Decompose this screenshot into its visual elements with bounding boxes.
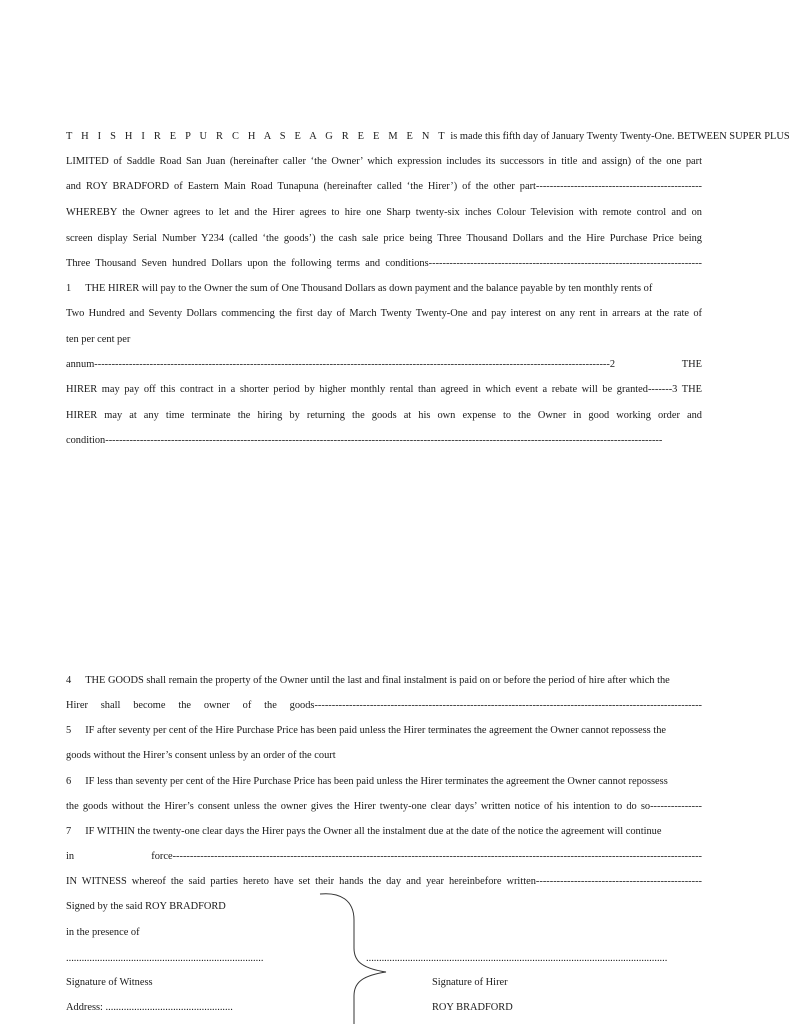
witness-signature-label: Signature of Witness [66, 977, 153, 988]
clause-4-line-2: Hirer shall become the owner of the goods---------------------------------------------------------------------------------------------------------------- [66, 700, 702, 711]
clause-number: 1 [66, 283, 72, 294]
clause-7-line-2: in force--------------------------------------------------------------------------------------------------------------------------------------------------------- [66, 851, 702, 862]
clause-1-line-4: annum-----------------------------------------------------------------------------------------------------------------------------------------------------2 THE [66, 359, 702, 370]
clause-3-line-3: condition----------------------------------------------------------------------------------------------------------------------------------------------------------------- [66, 435, 663, 446]
intro-line-6: Three Thousand Seven hundred Dollars upon the following terms and conditions------------------------------------------------------------------------------- [66, 258, 702, 269]
presence-text: in the presence of [66, 927, 140, 938]
clause-4-line-1: 4 THE GOODS shall remain the property of the Owner until the last and final instalment is paid on or before the period of hire after which the [66, 675, 670, 686]
clause-1-line-3: ten per cent per [66, 334, 131, 345]
clause-6-line-1: 6 IF less than seventy per cent of the Hire Purchase Price has been paid unless the Hirer terminates the agreement the Owner cannot repossess [66, 776, 668, 787]
witness-signature-line: ............................................................................ [66, 953, 264, 964]
intro-line-1: T H I S H I R E P U R C H A S E A G R E E M E N T is made this fifth day of January Twenty Twenty-One. BETWEEN SUPER PLUS [66, 131, 790, 142]
clause-2-start: THE [681, 359, 702, 370]
clause-5-line-1: 5 IF after seventy per cent of the Hire Purchase Price has been paid unless the Hirer terminates the agreement the Owner cannot repossess the [66, 725, 666, 736]
hirer-signature-line: .................................................................................................................... [366, 953, 668, 964]
clause-6-line-2: the goods without the Hirer’s consent unless the owner gives the Hirer twenty-one clear days’ written notice of his intention to do so--------------- [66, 801, 702, 812]
clause-number: 7 [66, 826, 72, 837]
intro-line-4: WHEREBY the Owner agrees to let and the Hirer agrees to hire one Sharp twenty-six inches Colour Television with remote control and on [66, 207, 702, 218]
witness-address-field: Address: ................................................. [66, 1002, 233, 1013]
signed-by-text: Signed by the said ROY BRADFORD [66, 901, 226, 912]
clause-number: 6 [66, 776, 72, 787]
hirer-name: ROY BRADFORD [432, 1002, 513, 1013]
agreement-title-phrase: T H I S H I R E P U R C H A S E A G R E E M E N T [66, 131, 448, 142]
clause-number: 5 [66, 725, 72, 736]
clause-3-start: THE [681, 384, 702, 395]
intro-line-2: LIMITED of Saddle Road San Juan (hereinafter caller ‘the Owner’ which expression includes its successors in title and assign) of the one part [66, 156, 702, 167]
intro-line-5: screen display Serial Number Y234 (called ‘the goods’) the cash sale price being Three Thousand Dollars and the Hire Purchase Price being [66, 233, 702, 244]
signature-brace [320, 892, 400, 1024]
hirer-signature-label: Signature of Hirer [432, 977, 508, 988]
clause-1-line-2: Two Hundred and Seventy Dollars commencing the first day of March Twenty Twenty-One and pay interest on any rent in arrears at the rate of [66, 308, 702, 319]
witness-clause: IN WITNESS whereof the said parties hereto have set their hands the day and year hereinbefore written------------------------------------------------ [66, 876, 702, 887]
clause-3-line-2: HIRER may at any time terminate the hiring by returning the goods at his own expense to the Owner in good working order and [66, 410, 702, 421]
clause-5-line-2: goods without the Hirer’s consent unless by an order of the court [66, 750, 336, 761]
clause-2-line-2: HIRER may pay off this contract in a shorter period by higher monthly rental than agreed in which event a rebate will be granted-------3 THE [66, 384, 702, 395]
clause-number: 4 [66, 675, 72, 686]
intro-line-3: and ROY BRADFORD of Eastern Main Road Tunapuna (hereinafter called ‘the Hirer’) of the other part------------------------------------------------ [66, 181, 702, 192]
clause-1-line-1: 1 THE HIRER will pay to the Owner the sum of One Thousand Dollars as down payment and the balance payable by ten monthly rents of [66, 283, 653, 294]
clause-7-line-1: 7 IF WITHIN the twenty-one clear days the Hirer pays the Owner all the instalment due at the date of the notice the agreement will continue [66, 826, 662, 837]
